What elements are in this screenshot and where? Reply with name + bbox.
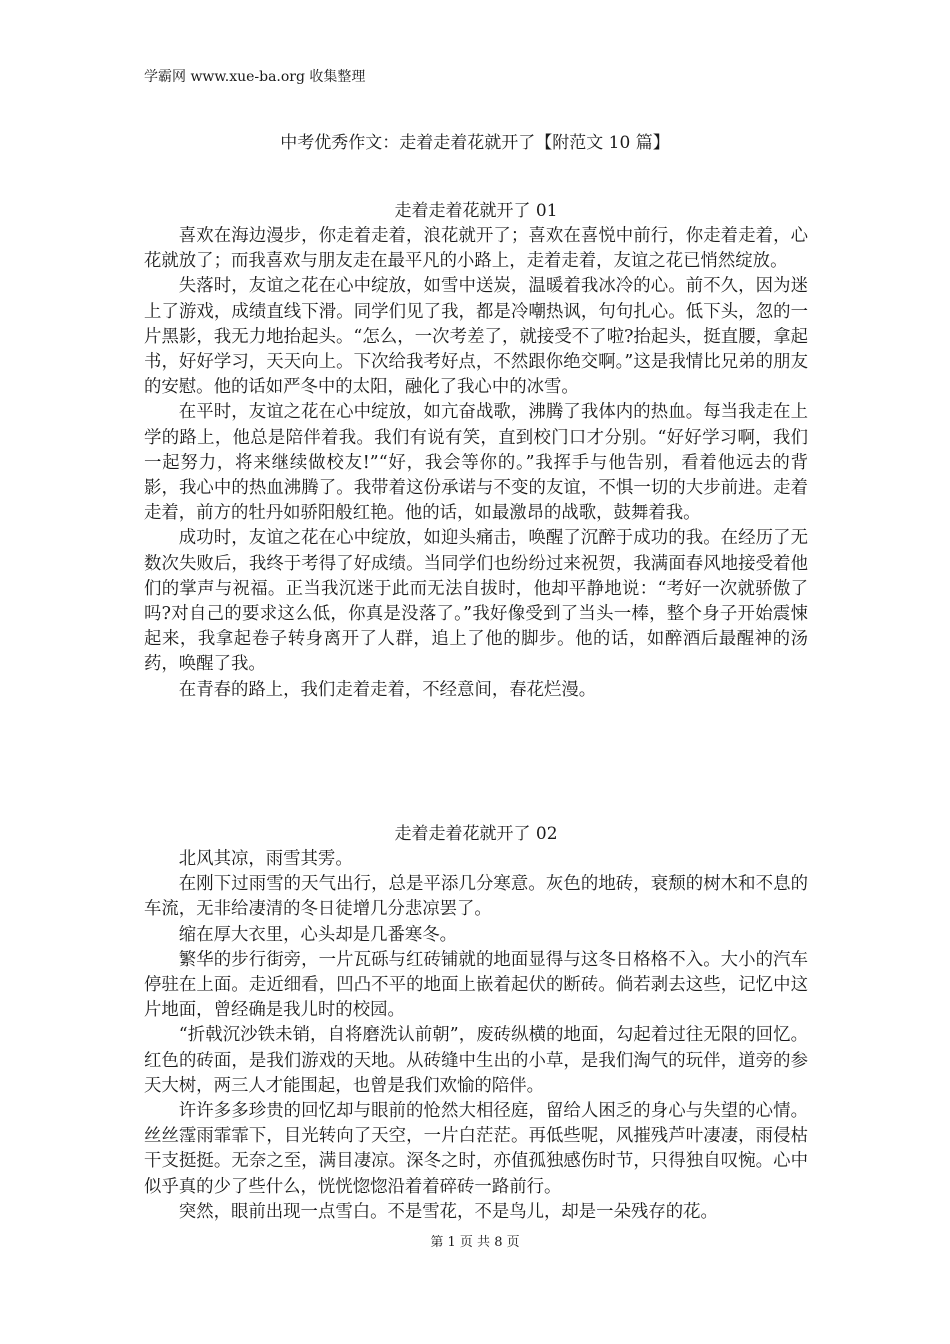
paragraph: 繁华的步行街旁，一片瓦砾与红砖铺就的地面显得与这冬日格格不入。大小的汽车停驻在上面。走近细看，凹凸不平的地面上嵌着起伏的断砖。倘若剥去这些，记忆中这片地面，曾经确是我儿时的校园。 <box>144 949 808 1021</box>
paragraph: 缩在厚大衣里，心头却是几番寒冬。 <box>178 924 458 945</box>
paragraph: 成功时，友谊之花在心中绽放，如迎头痛击，唤醒了沉醉于成功的我。在经历了无数次失败后，我终于考得了好成绩。当同学们也纷纷过来祝贺，我满面春风地接受着他们的掌声与祝福。正当我沉迷于此而无法自拔时，他却平静地说：“考好一次就骄傲了吗?对自己的要求这么低，你真是没落了。”我好像受到了当头一棒，整个身子开始震悚起来，我拿起卷子转身离开了人群，追上了他的脚步。他的话，如醉酒后最醒神的汤药，唤醒了我。 <box>144 528 808 675</box>
paragraph: 在青春的路上，我们走着走着，不经意间，春花烂漫。 <box>178 679 597 700</box>
source-header: 学霸网 www.xue-ba.org 收集整理 <box>144 69 366 85</box>
paragraph: 在刚下过雨雪的天气出行，总是平添几分寒意。灰色的地砖，衰颓的树木和不息的车流，无非给凄清的冬日徒增几分悲凉罢了。 <box>144 874 808 920</box>
paragraph: 许许多多珍贵的回忆却与眼前的怆然大相径庭，留给人困乏的身心与失望的心情。丝丝霪雨霏霏下，目光转向了天空，一片白茫茫。再低些呢，风摧残芦叶凄凄，雨侵枯干支挺挺。无奈之至，满目凄凉。深冬之时，亦值孤独感伤时节，只得独自叹惋。心中似乎真的少了些什么，恍恍惚惚沿着着碎砖一路前行。 <box>144 1101 808 1197</box>
page-number-footer: 第 1 页 共 8 页 <box>430 1235 520 1250</box>
article-02 <box>144 822 808 1225</box>
paragraph: 突然，眼前出现一点雪白。不是雪花，不是鸟儿，却是一朵残存的花。 <box>178 1201 718 1222</box>
article-01 <box>144 199 808 703</box>
paragraph: 在平时，友谊之花在心中绽放，如亢奋战歌，沸腾了我体内的热血。每当我走在上学的路上，他总是陪伴着我。我们有说有笑，直到校门口才分别。“好好学习啊，我们一起努力，将来继续做校友!”“好，我会等你的。”我挥手与他告别，看着他远去的背影，我心中的热血沸腾了。我带着这份承诺与不变的友谊，不惧一切的大步前进。走着走着，前方的牡丹如骄阳般红艳。他的话，如最激昂的战歌，鼓舞着我。 <box>144 402 808 524</box>
paragraph: “折戟沉沙铁未销，自将磨洗认前朝”，废砖纵横的地面，勾起着过往无限的回忆。红色的砖面，是我们游戏的天地。从砖缝中生出的小草，是我们淘气的玩伴，道旁的参天大树，两三人才能围起，也曾是我们欢愉的陪伴。 <box>144 1025 808 1096</box>
article-title: 走着走着花就开了 02 <box>394 824 558 844</box>
article-title: 走着走着花就开了 01 <box>394 201 558 221</box>
paragraph: 失落时，友谊之花在心中绽放，如雪中送炭，温暖着我冰冷的心。前不久，因为迷上了游戏，成绩直线下滑。同学们见了我，都是冷嘲热讽，句句扎心。低下头，忽的一片黑影，我无力地抬起头。“怎么，一次考差了，就接受不了啦?抬起头，挺直腰，拿起书，好好学习，天天向上。下次给我考好点，不然跟你绝交啊。”这是我情比兄弟的朋友的安慰。他的话如严冬中的太阳，融化了我心中的冰雪。 <box>144 276 808 398</box>
paragraph: 喜欢在海边漫步，你走着走着，浪花就开了；喜欢在喜悦中前行，你走着走着，心花就放了；而我喜欢与朋友走在最平凡的小路上，走着走着，友谊之花已悄然绽放。 <box>144 226 808 272</box>
paragraph: 北风其凉，雨雪其雱。 <box>178 849 353 869</box>
document-title: 中考优秀作文：走着走着花就开了【附范文 10 篇】 <box>280 133 670 153</box>
